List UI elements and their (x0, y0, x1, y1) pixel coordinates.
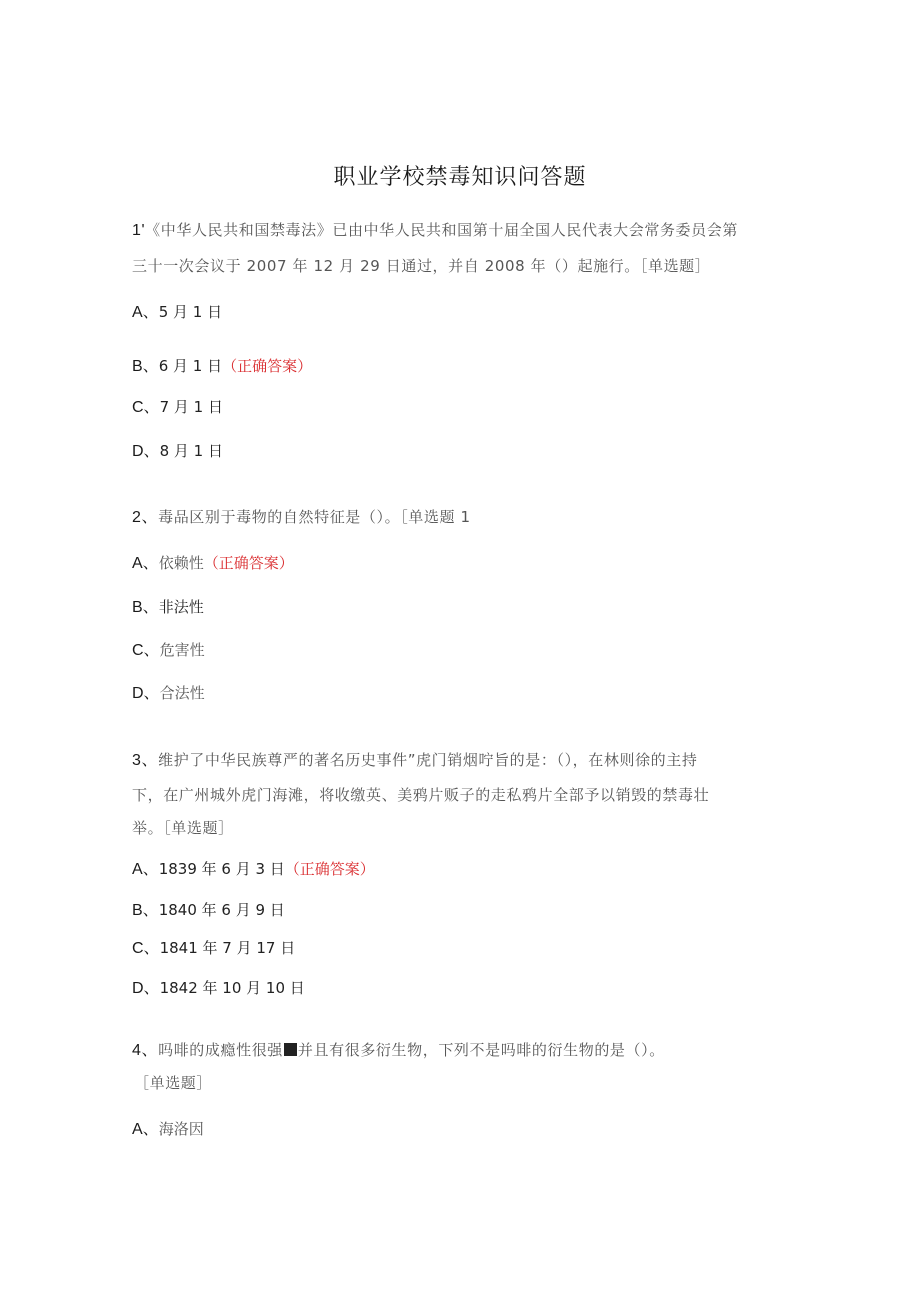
question-1-line-1 (132, 220, 738, 241)
question-number: 3、 (132, 752, 159, 769)
option-3b[interactable] (132, 900, 285, 921)
question-3-line-3: 举。［单选题］ (132, 819, 234, 837)
option-letter: B、 (132, 902, 159, 919)
option-4a[interactable] (132, 1119, 204, 1140)
question-number: 2、 (132, 509, 159, 526)
option-text: 8 月 1 日 (159, 442, 223, 460)
option-letter: C、 (132, 399, 160, 416)
correct-answer-label: （正确答案） (222, 357, 313, 375)
option-text: 1842 年 10 月 10 日 (159, 979, 305, 997)
page-title: 职业学校禁毒知识问答题 (333, 165, 587, 190)
option-letter: D、 (132, 980, 160, 997)
redaction-block-icon (284, 1043, 297, 1056)
option-text: 5 月 1 日 (158, 303, 223, 321)
option-letter: A、 (132, 1121, 159, 1138)
option-letter: B、 (132, 358, 159, 375)
option-letter: B、 (132, 599, 159, 616)
option-1d[interactable] (132, 441, 223, 462)
option-3a[interactable] (132, 859, 375, 880)
question-text-continued: 并且有很多衍生物，下列不是吗啡的衍生物的是（）。 (297, 1041, 665, 1059)
option-text: 7 月 1 日 (159, 398, 223, 416)
option-2d[interactable] (132, 683, 205, 704)
option-letter: A、 (132, 304, 159, 321)
question-text: 毒品区别于毒物的自然特征是（）。［单选题 1 (158, 508, 471, 526)
option-2c[interactable] (132, 640, 205, 661)
option-3d[interactable] (132, 978, 305, 999)
correct-answer-label: （正确答案） (203, 554, 294, 572)
question-text: 维护了中华民族尊严的著名历史事件”虎门销烟咛旨的是：（），在林则徐的主持 (158, 751, 698, 769)
question-number: 4、 (132, 1042, 159, 1059)
option-2b[interactable] (132, 597, 204, 618)
option-1b[interactable] (132, 356, 312, 377)
question-1-line-2: 三十一次会议于 2007 年 12 月 29 日通过，并自 2008 年（）起施行。［单选题］ (132, 257, 711, 275)
option-letter: D、 (132, 685, 160, 702)
option-text: 1840 年 6 月 9 日 (158, 901, 285, 919)
question-3-line-1 (132, 750, 697, 771)
option-letter: A、 (132, 861, 159, 878)
option-text: 1839 年 6 月 3 日 (158, 860, 285, 878)
question-4-line-1 (132, 1040, 665, 1061)
option-text: 合法性 (159, 684, 205, 702)
question-text: 《中华人民共和国禁毒法》已由中华人民共和国第十届全国人民代表大会常务委员会第 (145, 221, 738, 239)
question-4-line-2: ［单选题］ (134, 1074, 213, 1092)
question-number: 1' (132, 222, 146, 239)
option-2a[interactable] (132, 553, 294, 574)
option-letter: D、 (132, 443, 160, 460)
option-text: 海洛因 (158, 1120, 204, 1138)
correct-answer-label: （正确答案） (284, 860, 375, 878)
option-text: 依赖性 (158, 554, 204, 572)
question-text: 吗啡的成瘾性很强 (158, 1041, 283, 1059)
option-1c[interactable] (132, 397, 223, 418)
option-1a[interactable] (132, 302, 222, 323)
option-text: 危害性 (159, 641, 205, 659)
option-text: 6 月 1 日 (158, 357, 223, 375)
option-letter: C、 (132, 940, 160, 957)
option-letter: C、 (132, 642, 160, 659)
option-text: 1841 年 7 月 17 日 (159, 939, 296, 957)
option-3c[interactable] (132, 938, 295, 959)
question-3-line-2: 下，在广州城外虎门海滩，将收缴英、美鸦片贩子的走私鸦片全部予以销毁的禁毒壮 (132, 786, 710, 804)
option-text: 非法性 (158, 598, 204, 616)
option-letter: A、 (132, 555, 159, 572)
question-2-line-1 (132, 507, 471, 528)
